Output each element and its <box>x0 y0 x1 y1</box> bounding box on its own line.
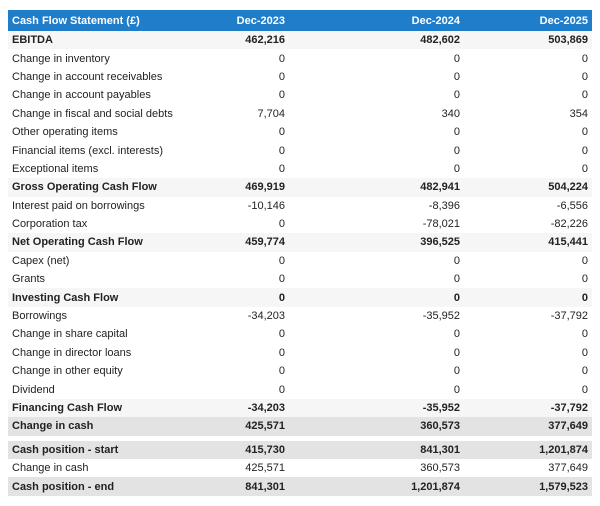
row-value: 0 <box>453 126 460 139</box>
row-value: 0 <box>453 52 460 65</box>
row-value: -78,021 <box>422 218 460 231</box>
table-row <box>8 105 592 123</box>
row-label: Change in cash <box>12 462 89 475</box>
row-value: 841,301 <box>420 443 460 456</box>
column-header-dec-2024: Dec-2024 <box>411 14 460 27</box>
row-value: 0 <box>581 273 588 286</box>
table-row <box>8 307 592 325</box>
table-row <box>8 178 592 196</box>
row-value: 482,602 <box>420 34 460 47</box>
row-value: 504,224 <box>548 181 588 194</box>
table-row <box>8 215 592 233</box>
row-value: 0 <box>278 218 285 231</box>
row-label: Corporation tax <box>12 218 88 231</box>
row-label: Investing Cash Flow <box>12 291 119 304</box>
row-label: Other operating items <box>12 126 118 139</box>
row-value: -35,952 <box>422 402 460 414</box>
row-value: 0 <box>453 89 460 102</box>
column-header-dec-2025: Dec-2025 <box>539 14 588 27</box>
row-value: 469,919 <box>245 181 285 194</box>
row-value: 0 <box>453 328 460 341</box>
row-label: Gross Operating Cash Flow <box>12 181 157 194</box>
row-label: Financial items (excl. interests) <box>12 144 163 157</box>
row-value: -34,203 <box>247 310 285 323</box>
table-row <box>8 197 592 215</box>
row-value: 0 <box>581 383 588 396</box>
table-row <box>8 441 592 459</box>
row-value: 0 <box>278 383 285 396</box>
table-row <box>8 160 592 178</box>
row-value: 396,525 <box>420 236 460 249</box>
row-label: Dividend <box>12 383 55 396</box>
row-value: 425,571 <box>245 420 285 433</box>
row-value: 841,301 <box>245 480 285 493</box>
row-label: Change in other equity <box>12 365 123 378</box>
row-value: 462,216 <box>245 34 285 47</box>
row-value: 377,649 <box>548 420 588 433</box>
table-body-cash-position <box>8 441 592 496</box>
row-value: 377,649 <box>548 462 588 475</box>
row-value: 0 <box>278 126 285 139</box>
row-value: -10,146 <box>247 199 285 212</box>
row-label: Cash position - start <box>12 443 119 456</box>
row-label: Interest paid on borrowings <box>12 199 145 212</box>
row-value: 0 <box>453 273 460 286</box>
row-value: -35,952 <box>422 310 460 323</box>
table-row <box>8 477 592 495</box>
table-row <box>8 325 592 343</box>
row-value: 354 <box>569 107 588 120</box>
table-row <box>8 49 592 67</box>
row-label: Exceptional items <box>12 162 99 175</box>
row-label: EBITDA <box>12 34 53 47</box>
column-header-dec-2023: Dec-2023 <box>236 14 285 27</box>
table-row <box>8 31 592 49</box>
table-row <box>8 233 592 251</box>
row-label: Capex (net) <box>12 254 70 267</box>
row-value: 360,573 <box>420 420 460 433</box>
row-value: -82,226 <box>550 218 588 231</box>
row-value: 0 <box>453 383 460 396</box>
row-label: Net Operating Cash Flow <box>12 236 143 249</box>
row-value: -8,396 <box>428 199 460 212</box>
row-label: Borrowings <box>12 310 68 323</box>
row-value: 360,573 <box>420 462 460 475</box>
table-row <box>8 399 592 417</box>
row-value: 0 <box>453 346 460 359</box>
row-value: 482,941 <box>420 181 460 194</box>
row-value: 0 <box>581 126 588 139</box>
row-value: 1,201,874 <box>411 480 460 493</box>
row-value: -6,556 <box>556 199 588 212</box>
row-value: 0 <box>278 365 285 378</box>
row-value: 0 <box>581 89 588 102</box>
cash-flow-table <box>8 10 592 496</box>
row-value: 0 <box>278 70 285 83</box>
row-value: 340 <box>441 107 460 120</box>
row-value: 0 <box>581 162 588 175</box>
row-value: 0 <box>581 291 588 304</box>
row-value: 0 <box>581 70 588 83</box>
row-label: Grants <box>12 273 46 286</box>
row-value: 0 <box>278 273 285 286</box>
row-value: 0 <box>453 70 460 83</box>
row-value: 0 <box>581 254 588 267</box>
row-value: 0 <box>453 162 460 175</box>
row-value: 0 <box>278 144 285 157</box>
row-value: 0 <box>453 291 460 304</box>
table-header-row <box>8 10 592 31</box>
row-label: Financing Cash Flow <box>12 402 123 414</box>
table-body-main <box>8 31 592 436</box>
table-row <box>8 380 592 398</box>
row-value: 0 <box>453 144 460 157</box>
table-row <box>8 86 592 104</box>
row-value: -37,792 <box>550 310 588 323</box>
row-value: 0 <box>278 328 285 341</box>
row-value: -37,792 <box>550 402 588 414</box>
table-row <box>8 344 592 362</box>
row-value: 0 <box>278 291 285 304</box>
row-value: 503,869 <box>548 34 588 47</box>
row-value: 1,201,874 <box>539 443 588 456</box>
row-label: Change in cash <box>12 420 94 433</box>
table-row <box>8 362 592 380</box>
table-row <box>8 123 592 141</box>
row-value: 0 <box>581 144 588 157</box>
row-label: Change in account receivables <box>12 70 163 83</box>
row-label: Cash position - end <box>12 480 115 493</box>
row-value: 1,579,523 <box>539 480 588 493</box>
row-value: 0 <box>453 254 460 267</box>
row-label: Change in inventory <box>12 52 110 65</box>
row-value: 0 <box>581 346 588 359</box>
row-value: 0 <box>581 328 588 341</box>
row-value: 0 <box>453 365 460 378</box>
table-row <box>8 68 592 86</box>
table-title: Cash Flow Statement (£) <box>12 14 140 27</box>
row-value: 0 <box>278 346 285 359</box>
row-value: 0 <box>278 89 285 102</box>
table-row <box>8 252 592 270</box>
table-row <box>8 288 592 306</box>
row-value: 459,774 <box>245 236 285 249</box>
row-value: 0 <box>278 162 285 175</box>
row-label: Change in share capital <box>12 328 128 341</box>
row-value: 415,441 <box>548 236 588 249</box>
row-value: 415,730 <box>245 443 285 456</box>
row-value: 0 <box>581 365 588 378</box>
row-value: 7,704 <box>257 107 285 120</box>
table-row <box>8 417 592 435</box>
table-row <box>8 141 592 159</box>
row-label: Change in account payables <box>12 89 151 102</box>
row-value: 0 <box>278 254 285 267</box>
row-label: Change in director loans <box>12 346 132 359</box>
row-value: 0 <box>581 52 588 65</box>
row-label: Change in fiscal and social debts <box>12 107 173 120</box>
row-value: 0 <box>278 52 285 65</box>
table-row <box>8 270 592 288</box>
row-value: -34,203 <box>247 402 285 414</box>
table-row <box>8 459 592 477</box>
row-value: 425,571 <box>245 462 285 475</box>
